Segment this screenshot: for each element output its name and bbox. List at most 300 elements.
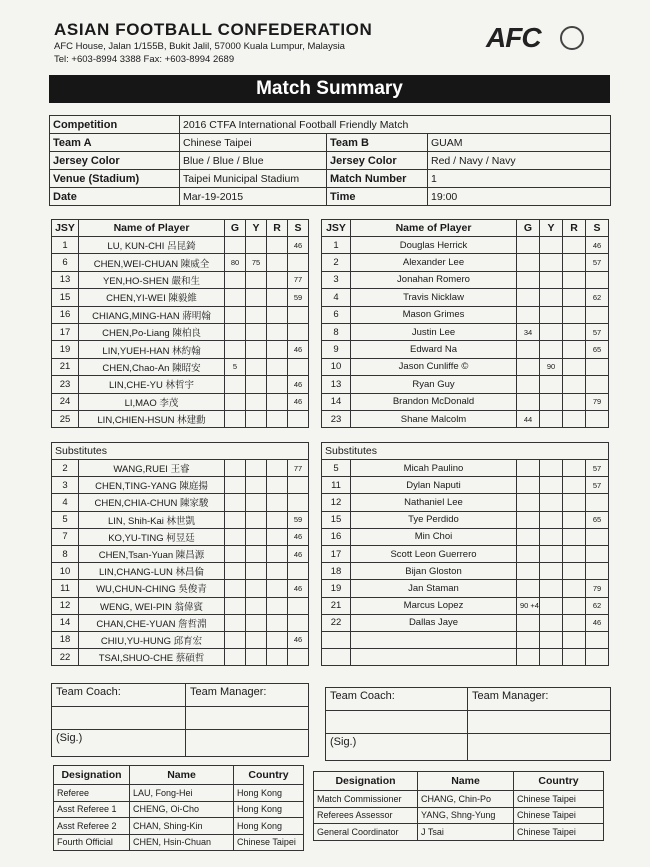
player-y-cell <box>540 306 563 323</box>
player-jsy-cell: 17 <box>52 323 79 340</box>
team-a-substitute-row <box>52 597 309 614</box>
player-r-cell <box>267 494 288 511</box>
player-s-cell: 46 <box>288 393 309 410</box>
player-g-cell <box>225 494 246 511</box>
team-b-substitutes-header <box>322 443 609 460</box>
player-s-cell: 46 <box>288 237 309 254</box>
player-name-cell: CHEN,WEI-CHUAN 陳威全 <box>79 254 225 271</box>
player-y-cell <box>540 393 563 410</box>
player-g-cell <box>225 614 246 631</box>
player-r-cell <box>267 511 288 528</box>
official-country-cell: Chinese Taipei <box>514 807 604 824</box>
player-g-cell <box>517 580 540 597</box>
team-a-player-row <box>52 306 309 323</box>
player-jsy-cell: 19 <box>52 341 79 358</box>
player-g-cell <box>517 254 540 271</box>
team-b-coach-label: Team Coach: <box>326 688 468 711</box>
venue-value: Taipei Municipal Stadium <box>180 170 327 188</box>
player-r-cell <box>267 528 288 545</box>
player-y-cell <box>540 254 563 271</box>
player-name-cell: Tye Perdido <box>351 511 517 528</box>
player-r-cell <box>563 460 586 477</box>
player-name-header: Name of Player <box>79 220 225 237</box>
player-jsy-cell: 9 <box>322 341 351 358</box>
player-name-cell: LIN, Shih-Kai 林世凱 <box>79 511 225 528</box>
player-s-cell: 57 <box>586 477 609 494</box>
player-g-cell <box>517 289 540 306</box>
player-y-cell <box>246 494 267 511</box>
competition-value: 2016 CTFA International Football Friendly Match <box>180 116 611 134</box>
team-b-player-row <box>322 358 609 375</box>
player-g-cell <box>517 341 540 358</box>
official-row <box>314 791 604 808</box>
official-designation-cell: Referee <box>54 785 130 802</box>
player-g-cell: 80 <box>225 254 246 271</box>
official-name-cell: CHEN, Hsin-Chuan <box>130 834 234 851</box>
player-r-cell <box>563 477 586 494</box>
player-g-cell <box>517 237 540 254</box>
player-r-cell <box>563 289 586 306</box>
player-name-cell: Nathaniel Lee <box>351 494 517 511</box>
player-name-cell: Edward Na <box>351 341 517 358</box>
official-designation-cell: General Coordinator <box>314 824 418 841</box>
player-y-cell <box>540 528 563 545</box>
team-b-substitute-row <box>322 597 609 614</box>
player-g-cell <box>517 306 540 323</box>
player-y-cell <box>246 289 267 306</box>
official-country-cell: Hong Kong <box>234 785 304 802</box>
match-number-label: Match Number <box>327 170 428 188</box>
player-jsy-cell: 23 <box>52 376 79 393</box>
official-name-cell: YANG, Shng-Yung <box>418 807 514 824</box>
player-s-cell: 57 <box>586 323 609 340</box>
team-b-header-row <box>322 220 609 237</box>
player-r-cell <box>267 306 288 323</box>
player-s-cell <box>586 528 609 545</box>
official-row <box>54 801 304 818</box>
team-a-label: Team A <box>50 134 180 152</box>
team-a-player-row <box>52 323 309 340</box>
player-s-cell <box>586 494 609 511</box>
player-r-cell <box>267 254 288 271</box>
player-r-cell <box>267 545 288 562</box>
team-a-player-row <box>52 341 309 358</box>
official-name-cell: CHAN, Shing-Kin <box>130 818 234 835</box>
player-r-cell <box>563 614 586 631</box>
player-g-cell <box>225 477 246 494</box>
officials-left-header <box>54 766 304 785</box>
player-name-cell: WU,CHUN-CHING 吳俊青 <box>79 580 225 597</box>
player-name-cell: CHAN,CHE-YUAN 詹哲淵 <box>79 614 225 631</box>
player-r-cell <box>267 271 288 288</box>
goal-header: G <box>225 220 246 237</box>
organization-address: AFC House, Jalan 1/155B, Bukit Jalil, 57000 Kuala Lumpur, Malaysia <box>54 41 345 52</box>
player-name-cell: Jason Cunliffe © <box>351 358 517 375</box>
player-r-cell <box>563 271 586 288</box>
team-a-substitute-row <box>52 511 309 528</box>
player-jsy-cell: 11 <box>52 580 79 597</box>
player-r-cell <box>267 341 288 358</box>
player-s-cell: 65 <box>586 341 609 358</box>
official-designation-cell: Referees Assessor <box>314 807 418 824</box>
player-y-cell <box>540 597 563 614</box>
competition-label: Competition <box>50 116 180 134</box>
player-s-cell: 57 <box>586 254 609 271</box>
player-s-cell: 46 <box>288 631 309 648</box>
team-a-player-row <box>52 289 309 306</box>
organization-name: ASIAN FOOTBALL CONFEDERATION <box>54 20 373 39</box>
team-b-coach-table <box>325 687 611 761</box>
time-value: 19:00 <box>428 188 611 206</box>
team-b-player-row <box>322 271 609 288</box>
player-s-cell <box>288 358 309 375</box>
player-s-cell <box>586 306 609 323</box>
team-b-substitutes-table <box>321 442 609 666</box>
red-header: R <box>267 220 288 237</box>
player-y-cell <box>246 393 267 410</box>
player-name-cell: Min Choi <box>351 528 517 545</box>
afc-logo-ball-icon <box>560 26 584 50</box>
player-name-header: Name of Player <box>351 220 517 237</box>
afc-logo: AFC <box>486 22 541 53</box>
official-name-cell: CHENG, Oi-Cho <box>130 801 234 818</box>
player-r-cell <box>267 649 288 666</box>
player-g-cell <box>225 341 246 358</box>
player-name-cell: WENG, WEI-PIN 翁偉賓 <box>79 597 225 614</box>
team-a-substitute-row <box>52 563 309 580</box>
player-y-cell <box>540 631 563 648</box>
player-name-cell: LIN,CHIEN-HSUN 林建勳 <box>79 410 225 427</box>
player-name-cell: CHEN,Chao-An 陳昭安 <box>79 358 225 375</box>
player-g-cell <box>225 323 246 340</box>
player-s-cell <box>586 649 609 666</box>
team-b-substitute-row <box>322 580 609 597</box>
team-a-substitute-row <box>52 631 309 648</box>
player-r-cell <box>563 254 586 271</box>
player-jsy-cell: 6 <box>322 306 351 323</box>
team-a-coach-label: Team Coach: <box>52 684 186 707</box>
player-jsy-cell: 13 <box>322 376 351 393</box>
player-g-cell <box>225 597 246 614</box>
player-r-cell <box>563 237 586 254</box>
yellow-header: Y <box>246 220 267 237</box>
player-y-cell <box>246 511 267 528</box>
team-b-substitute-row <box>322 545 609 562</box>
designation-header: Designation <box>54 766 130 785</box>
team-b-player-row <box>322 323 609 340</box>
player-y-cell <box>246 597 267 614</box>
player-jsy-cell: 8 <box>52 545 79 562</box>
team-a-players-table <box>51 219 309 428</box>
player-y-cell <box>246 237 267 254</box>
info-row-jersey <box>50 152 611 170</box>
official-designation-cell: Asst Referee 2 <box>54 818 130 835</box>
team-a-substitute-row <box>52 580 309 597</box>
player-name-cell: CHIU,YU-HUNG 邱育宏 <box>79 631 225 648</box>
player-name-cell: KO,YU-TING 柯昱廷 <box>79 528 225 545</box>
player-jsy-cell: 11 <box>322 477 351 494</box>
player-r-cell <box>563 306 586 323</box>
player-s-cell: 77 <box>288 460 309 477</box>
player-r-cell <box>267 614 288 631</box>
player-y-cell <box>540 511 563 528</box>
player-s-cell: 62 <box>586 289 609 306</box>
official-name-cell: LAU, Fong-Hei <box>130 785 234 802</box>
player-name-cell: Alexander Lee <box>351 254 517 271</box>
player-s-cell: 46 <box>586 614 609 631</box>
player-jsy-cell <box>322 649 351 666</box>
team-b-manager-label: Team Manager: <box>468 688 611 711</box>
player-s-cell: 62 <box>586 597 609 614</box>
player-g-cell <box>225 271 246 288</box>
player-s-cell: 46 <box>288 545 309 562</box>
player-s-cell: 46 <box>288 376 309 393</box>
player-y-cell <box>246 528 267 545</box>
official-designation-cell: Fourth Official <box>54 834 130 851</box>
jersey-b-value: Red / Navy / Navy <box>428 152 611 170</box>
player-y-cell: 75 <box>246 254 267 271</box>
player-jsy-cell: 5 <box>52 511 79 528</box>
player-jsy-cell: 25 <box>52 410 79 427</box>
player-name-cell: Mason Grimes <box>351 306 517 323</box>
team-a-substitute-row <box>52 614 309 631</box>
player-jsy-cell: 18 <box>52 631 79 648</box>
team-a-substitute-row <box>52 649 309 666</box>
player-jsy-cell: 5 <box>322 460 351 477</box>
player-s-cell: 46 <box>288 528 309 545</box>
player-s-cell: 46 <box>288 341 309 358</box>
team-b-substitute-row <box>322 528 609 545</box>
player-s-cell: 46 <box>288 580 309 597</box>
player-g-cell <box>517 631 540 648</box>
player-g-cell <box>517 477 540 494</box>
player-name-cell: LIN,CHANG-LUN 林昌倫 <box>79 563 225 580</box>
player-g-cell <box>517 393 540 410</box>
player-r-cell <box>563 376 586 393</box>
country-header: Country <box>514 772 604 791</box>
player-name-cell <box>351 631 517 648</box>
player-y-cell <box>246 323 267 340</box>
yellow-header: Y <box>540 220 563 237</box>
player-y-cell <box>246 563 267 580</box>
player-s-cell <box>586 410 609 427</box>
team-b-player-row <box>322 410 609 427</box>
official-country-cell: Chinese Taipei <box>234 834 304 851</box>
player-r-cell <box>267 376 288 393</box>
player-s-cell <box>586 358 609 375</box>
player-name-cell: Jan Staman <box>351 580 517 597</box>
team-b-substitute-row <box>322 631 609 648</box>
player-g-cell <box>517 511 540 528</box>
player-g-cell <box>225 237 246 254</box>
player-r-cell <box>267 631 288 648</box>
player-name-cell: CHIANG,MING-HAN 蔣明翰 <box>79 306 225 323</box>
player-y-cell <box>246 271 267 288</box>
player-r-cell <box>563 597 586 614</box>
player-y-cell <box>540 563 563 580</box>
team-b-players-table <box>321 219 609 428</box>
player-g-cell <box>225 528 246 545</box>
team-a-manager-sig-cell <box>186 730 309 757</box>
player-y-cell <box>246 631 267 648</box>
player-g-cell <box>517 545 540 562</box>
player-jsy-cell: 16 <box>52 306 79 323</box>
player-jsy-cell: 22 <box>52 649 79 666</box>
team-b-coach-name-cell <box>326 711 468 734</box>
player-s-cell <box>288 477 309 494</box>
player-r-cell <box>563 563 586 580</box>
sub-header: S <box>586 220 609 237</box>
jersey-b-label: Jersey Color <box>327 152 428 170</box>
venue-label: Venue (Stadium) <box>50 170 180 188</box>
player-jsy-cell: 6 <box>52 254 79 271</box>
player-s-cell <box>288 254 309 271</box>
team-a-substitute-row <box>52 528 309 545</box>
player-g-cell <box>225 580 246 597</box>
player-g-cell <box>517 376 540 393</box>
official-name-header: Name <box>418 772 514 791</box>
player-g-cell <box>225 289 246 306</box>
team-b-player-row <box>322 376 609 393</box>
substitutes-label: Substitutes <box>52 443 309 460</box>
player-jsy-cell <box>322 631 351 648</box>
player-name-cell: Jonahan Romero <box>351 271 517 288</box>
title-bar <box>49 75 610 103</box>
team-b-substitute-row <box>322 477 609 494</box>
team-b-player-row <box>322 237 609 254</box>
officials-right-table <box>313 771 604 841</box>
player-s-cell: 59 <box>288 289 309 306</box>
player-r-cell <box>267 580 288 597</box>
team-a-coach-table <box>51 683 309 757</box>
player-r-cell <box>267 477 288 494</box>
player-g-cell <box>225 649 246 666</box>
player-y-cell <box>246 649 267 666</box>
player-r-cell <box>563 410 586 427</box>
player-s-cell <box>586 563 609 580</box>
match-info-table <box>49 115 611 206</box>
player-jsy-cell: 17 <box>322 545 351 562</box>
player-r-cell <box>563 545 586 562</box>
player-g-cell <box>225 410 246 427</box>
team-a-manager-label: Team Manager: <box>186 684 309 707</box>
player-g-cell <box>517 494 540 511</box>
player-name-cell: CHEN,YI-WEI 陳毅維 <box>79 289 225 306</box>
player-g-cell <box>517 614 540 631</box>
player-y-cell <box>540 271 563 288</box>
player-y-cell <box>246 477 267 494</box>
player-r-cell <box>563 358 586 375</box>
player-s-cell: 65 <box>586 511 609 528</box>
player-jsy-cell: 1 <box>322 237 351 254</box>
team-b-substitute-row <box>322 649 609 666</box>
match-number-value: 1 <box>428 170 611 188</box>
team-b-manager-sig-cell <box>468 734 611 761</box>
player-name-cell: LIN,YUEH-HAN 林約翰 <box>79 341 225 358</box>
player-jsy-cell: 4 <box>322 289 351 306</box>
player-jsy-cell: 16 <box>322 528 351 545</box>
official-row <box>54 834 304 851</box>
player-g-cell <box>517 460 540 477</box>
red-header: R <box>563 220 586 237</box>
player-name-cell: Douglas Herrick <box>351 237 517 254</box>
player-y-cell <box>246 545 267 562</box>
team-b-substitute-row <box>322 511 609 528</box>
team-b-substitute-row <box>322 614 609 631</box>
player-name-cell <box>351 649 517 666</box>
team-a-substitute-row <box>52 477 309 494</box>
player-jsy-cell: 8 <box>322 323 351 340</box>
player-name-cell: LIN,CHE-YU 林哲宇 <box>79 376 225 393</box>
player-name-cell: Marcus Lopez <box>351 597 517 614</box>
team-b-label: Team B <box>327 134 428 152</box>
player-s-cell <box>288 306 309 323</box>
player-g-cell: 34 <box>517 323 540 340</box>
official-country-cell: Chinese Taipei <box>514 791 604 808</box>
player-y-cell <box>246 614 267 631</box>
player-r-cell <box>563 341 586 358</box>
sub-header: S <box>288 220 309 237</box>
team-a-player-row <box>52 254 309 271</box>
player-g-cell <box>225 460 246 477</box>
player-jsy-cell: 2 <box>322 254 351 271</box>
player-jsy-cell: 21 <box>52 358 79 375</box>
official-country-cell: Hong Kong <box>234 818 304 835</box>
player-y-cell <box>246 410 267 427</box>
player-name-cell: LI,MAO 李茂 <box>79 393 225 410</box>
info-row-venue <box>50 170 611 188</box>
player-jsy-cell: 13 <box>52 271 79 288</box>
official-name-cell: J Tsai <box>418 824 514 841</box>
goal-header: G <box>517 220 540 237</box>
player-jsy-cell: 2 <box>52 460 79 477</box>
team-b-player-row <box>322 254 609 271</box>
player-jsy-cell: 1 <box>52 237 79 254</box>
player-y-cell <box>246 306 267 323</box>
player-y-cell <box>540 289 563 306</box>
player-s-cell <box>288 614 309 631</box>
player-name-cell: CHEN,TING-YANG 陳庭揚 <box>79 477 225 494</box>
official-designation-cell: Match Commissioner <box>314 791 418 808</box>
official-row <box>314 807 604 824</box>
player-jsy-cell: 4 <box>52 494 79 511</box>
player-g-cell <box>225 511 246 528</box>
official-row <box>314 824 604 841</box>
player-jsy-cell: 21 <box>322 597 351 614</box>
player-jsy-cell: 22 <box>322 614 351 631</box>
time-label: Time <box>327 188 428 206</box>
player-y-cell <box>540 649 563 666</box>
team-a-header-row <box>52 220 309 237</box>
player-y-cell <box>246 358 267 375</box>
official-country-cell: Chinese Taipei <box>514 824 604 841</box>
jsy-header: JSY <box>322 220 351 237</box>
player-y-cell <box>540 460 563 477</box>
player-y-cell <box>540 477 563 494</box>
date-label: Date <box>50 188 180 206</box>
team-a-manager-name-cell <box>186 707 309 730</box>
player-s-cell: 79 <box>586 580 609 597</box>
player-r-cell <box>563 580 586 597</box>
player-y-cell <box>540 580 563 597</box>
player-name-cell: Ryan Guy <box>351 376 517 393</box>
player-s-cell <box>586 271 609 288</box>
player-name-cell: Brandon McDonald <box>351 393 517 410</box>
player-jsy-cell: 7 <box>52 528 79 545</box>
player-g-cell <box>225 393 246 410</box>
player-r-cell <box>267 237 288 254</box>
player-s-cell <box>288 563 309 580</box>
